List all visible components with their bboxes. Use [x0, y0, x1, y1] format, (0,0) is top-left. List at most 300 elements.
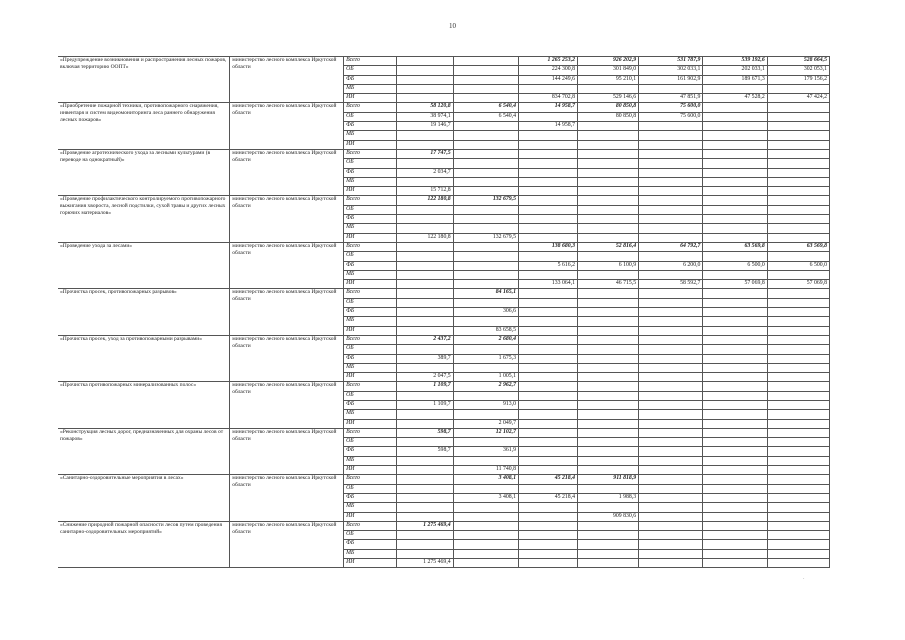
amount-cell: 6 200,0 [639, 261, 703, 270]
amount-cell [639, 159, 703, 168]
amount-cell [396, 298, 453, 307]
amount-cell [578, 373, 639, 382]
amount-cell [519, 503, 578, 512]
amount-cell [767, 484, 829, 493]
amount-cell: 80 850,8 [578, 103, 639, 112]
amount-cell [767, 382, 829, 391]
funding-source: МБ [344, 503, 397, 512]
amount-cell [767, 317, 829, 326]
amount-cell: 909 830,6 [578, 512, 639, 521]
amount-cell [453, 503, 518, 512]
amount-cell [639, 549, 703, 558]
amount-cell: 2 047,5 [396, 373, 453, 382]
amount-cell: 64 792,7 [639, 242, 703, 251]
amount-cell [767, 149, 829, 158]
amount-cell [578, 447, 639, 456]
amount-cell [639, 512, 703, 521]
responsible-executor: министерство лесного комплекса Иркутской области [230, 289, 344, 335]
amount-cell [578, 503, 639, 512]
amount-cell [578, 484, 639, 493]
amount-cell [578, 410, 639, 419]
amount-cell [767, 233, 829, 242]
amount-cell [519, 131, 578, 140]
amount-cell [396, 280, 453, 289]
event-description: «Прочистка просек, противопожарных разрывов» [58, 289, 230, 335]
amount-cell [703, 428, 767, 437]
amount-cell: 46 715,5 [578, 280, 639, 289]
funding-source: ИИ [344, 419, 397, 428]
amount-cell [578, 196, 639, 205]
amount-cell [519, 335, 578, 344]
amount-cell: 132 679,5 [453, 233, 518, 242]
amount-cell [396, 94, 453, 103]
amount-cell: 2 437,2 [396, 335, 453, 344]
funding-source: МБ [344, 224, 397, 233]
amount-cell: 389,7 [396, 354, 453, 363]
amount-cell: 911 818,9 [578, 475, 639, 484]
funding-source: ИИ [344, 280, 397, 289]
table-row [58, 149, 830, 158]
amount-cell [396, 159, 453, 168]
amount-cell [639, 438, 703, 447]
amount-cell: 6 540,4 [453, 103, 518, 112]
responsible-executor: министерство лесного комплекса Иркутской области [230, 242, 344, 288]
amount-cell: 2 962,7 [453, 382, 518, 391]
amount-cell: 52 816,4 [578, 242, 639, 251]
amount-cell [396, 57, 453, 66]
amount-cell [639, 317, 703, 326]
amount-cell [453, 57, 518, 66]
funding-source: Всего [344, 382, 397, 391]
amount-cell [703, 298, 767, 307]
amount-cell: 3 408,1 [453, 475, 518, 484]
amount-cell [639, 373, 703, 382]
funding-source: ИИ [344, 559, 397, 568]
amount-cell: 58 592,7 [639, 280, 703, 289]
funding-source: ИИ [344, 187, 397, 196]
amount-cell [767, 345, 829, 354]
responsible-executor: министерство лесного комплекса Иркутской области [230, 335, 344, 381]
amount-cell [703, 363, 767, 372]
amount-cell [578, 168, 639, 177]
amount-cell: 47 424,2 [767, 94, 829, 103]
footer-mark: . [803, 575, 805, 581]
amount-cell: 47 851,9 [639, 94, 703, 103]
responsible-executor: министерство лесного комплекса Иркутской области [230, 149, 344, 195]
funding-source: МБ [344, 549, 397, 558]
amount-cell [578, 122, 639, 131]
amount-cell [703, 391, 767, 400]
amount-cell [578, 540, 639, 549]
amount-cell [639, 447, 703, 456]
amount-cell [519, 373, 578, 382]
amount-cell: 302 053,1 [767, 66, 829, 75]
amount-cell [767, 224, 829, 233]
amount-cell [453, 261, 518, 270]
amount-cell [396, 363, 453, 372]
amount-cell [639, 298, 703, 307]
amount-cell [703, 400, 767, 409]
amount-cell [396, 84, 453, 93]
amount-cell [703, 354, 767, 363]
amount-cell [578, 363, 639, 372]
funding-source: Всего [344, 521, 397, 530]
amount-cell [519, 317, 578, 326]
amount-cell [519, 428, 578, 437]
amount-cell [453, 521, 518, 530]
funding-source: ИИ [344, 140, 397, 149]
amount-cell [639, 270, 703, 279]
amount-cell [703, 326, 767, 335]
amount-cell [767, 438, 829, 447]
amount-cell [519, 308, 578, 317]
amount-cell [639, 149, 703, 158]
amount-cell [453, 215, 518, 224]
event-description: «Проведение агротехнического ухода за лесными культурами (в переводе на однократный)» [58, 149, 230, 195]
table-row [58, 57, 830, 66]
amount-cell [703, 512, 767, 521]
amount-cell [396, 270, 453, 279]
amount-cell [453, 75, 518, 84]
amount-cell: 132 679,5 [453, 196, 518, 205]
amount-cell [639, 559, 703, 568]
amount-cell [453, 168, 518, 177]
amount-cell [767, 122, 829, 131]
amount-cell: 1 275 469,4 [396, 559, 453, 568]
amount-cell [767, 177, 829, 186]
amount-cell: 95 210,1 [578, 75, 639, 84]
amount-cell [639, 168, 703, 177]
amount-cell: 306,6 [453, 308, 518, 317]
funding-source: ОБ [344, 484, 397, 493]
amount-cell [639, 187, 703, 196]
amount-cell [639, 503, 703, 512]
amount-cell [767, 112, 829, 121]
amount-cell [578, 456, 639, 465]
amount-cell [453, 159, 518, 168]
funding-source: Всего [344, 335, 397, 344]
amount-cell: 138 680,3 [519, 242, 578, 251]
amount-cell [639, 122, 703, 131]
amount-cell [578, 521, 639, 530]
amount-cell [578, 149, 639, 158]
amount-cell [703, 410, 767, 419]
amount-cell: 528 664,5 [767, 57, 829, 66]
amount-cell [767, 196, 829, 205]
amount-cell: 14 958,7 [519, 122, 578, 131]
amount-cell: 361,9 [453, 447, 518, 456]
amount-cell [453, 317, 518, 326]
responsible-executor: министерство лесного комплекса Иркутской области [230, 382, 344, 428]
amount-cell [453, 224, 518, 233]
amount-cell [519, 252, 578, 261]
amount-cell [578, 559, 639, 568]
amount-cell [578, 308, 639, 317]
responsible-executor: министерство лесного комплекса Иркутской области [230, 196, 344, 242]
amount-cell [396, 131, 453, 140]
amount-cell [519, 159, 578, 168]
amount-cell: 179 156,2 [767, 75, 829, 84]
amount-cell [578, 354, 639, 363]
amount-cell [519, 205, 578, 214]
amount-cell [519, 196, 578, 205]
amount-cell [453, 149, 518, 158]
amount-cell [396, 215, 453, 224]
amount-cell [519, 298, 578, 307]
amount-cell [578, 140, 639, 149]
amount-cell [578, 419, 639, 428]
amount-cell [396, 345, 453, 354]
amount-cell [639, 456, 703, 465]
amount-cell [767, 205, 829, 214]
amount-cell [767, 428, 829, 437]
amount-cell [639, 466, 703, 475]
amount-cell [703, 270, 767, 279]
amount-cell [767, 187, 829, 196]
funding-source: ОБ [344, 438, 397, 447]
amount-cell: 63 569,8 [767, 242, 829, 251]
amount-cell [639, 400, 703, 409]
amount-cell [703, 159, 767, 168]
amount-cell [639, 196, 703, 205]
amount-cell [639, 363, 703, 372]
amount-cell [453, 270, 518, 279]
amount-cell [519, 559, 578, 568]
amount-cell [396, 242, 453, 251]
amount-cell [767, 270, 829, 279]
amount-cell [519, 326, 578, 335]
amount-cell [519, 363, 578, 372]
amount-cell [453, 94, 518, 103]
amount-cell [767, 559, 829, 568]
funding-source: ФБ [344, 447, 397, 456]
funding-source: ИИ [344, 466, 397, 475]
funding-source: Всего [344, 196, 397, 205]
amount-cell [767, 400, 829, 409]
funding-source: ИИ [344, 512, 397, 521]
amount-cell [767, 289, 829, 298]
amount-cell [767, 410, 829, 419]
amount-cell [519, 521, 578, 530]
amount-cell: 202 033,1 [703, 66, 767, 75]
amount-cell [703, 84, 767, 93]
amount-cell [767, 252, 829, 261]
amount-cell [519, 149, 578, 158]
amount-cell [578, 298, 639, 307]
amount-cell [767, 540, 829, 549]
amount-cell [767, 354, 829, 363]
amount-cell [767, 512, 829, 521]
amount-cell: 12 102,7 [453, 428, 518, 437]
amount-cell: 133 064,1 [519, 280, 578, 289]
amount-cell [767, 475, 829, 484]
funding-source: ФБ [344, 215, 397, 224]
amount-cell: 1 109,7 [396, 382, 453, 391]
funding-source: Всего [344, 149, 397, 158]
amount-cell [703, 373, 767, 382]
amount-cell [578, 428, 639, 437]
amount-cell [519, 531, 578, 540]
amount-cell: 6 500,0 [703, 261, 767, 270]
amount-cell [639, 233, 703, 242]
event-description: «Прочистка противопожарных минерализованных полос» [58, 382, 230, 428]
amount-cell [396, 261, 453, 270]
funding-source: ФБ [344, 540, 397, 549]
amount-cell: 2 680,4 [453, 335, 518, 344]
amount-cell [639, 140, 703, 149]
amount-cell: 47 528,2 [703, 94, 767, 103]
amount-cell [639, 493, 703, 502]
amount-cell: 1 265 253,2 [519, 57, 578, 66]
funding-source: ФБ [344, 354, 397, 363]
table-row [58, 335, 830, 344]
amount-cell: 84 165,1 [453, 289, 518, 298]
amount-cell [639, 308, 703, 317]
funding-source: ОБ [344, 391, 397, 400]
event-description: «Проведение профилактического контролируемого противопожарного выжигания хвороста, лесной подстилки, сухой травы и других лесных горючих материалов» [58, 196, 230, 242]
table-row [58, 289, 830, 298]
amount-cell: 83 658,5 [453, 326, 518, 335]
amount-cell [703, 149, 767, 158]
amount-cell [578, 270, 639, 279]
amount-cell: 38 974,1 [396, 112, 453, 121]
amount-cell: 2 034,7 [396, 168, 453, 177]
amount-cell [578, 326, 639, 335]
amount-cell [453, 140, 518, 149]
amount-cell [639, 521, 703, 530]
amount-cell [767, 215, 829, 224]
responsible-executor: министерство лесного комплекса Иркутской области [230, 103, 344, 149]
amount-cell [453, 456, 518, 465]
amount-cell: 926 202,9 [578, 57, 639, 66]
amount-cell [703, 103, 767, 112]
funding-source: МБ [344, 270, 397, 279]
budget-table [58, 56, 830, 568]
funding-source: Всего [344, 475, 397, 484]
amount-cell: 6 500,0 [767, 261, 829, 270]
responsible-executor: министерство лесного комплекса Иркутской области [230, 475, 344, 521]
amount-cell [767, 549, 829, 558]
amount-cell [453, 549, 518, 558]
funding-source: МБ [344, 456, 397, 465]
funding-source: ОБ [344, 205, 397, 214]
amount-cell [767, 456, 829, 465]
amount-cell [453, 531, 518, 540]
amount-cell: 11 740,8 [453, 466, 518, 475]
amount-cell: 45 218,4 [519, 475, 578, 484]
funding-source: Всего [344, 57, 397, 66]
amount-cell [639, 382, 703, 391]
event-description: «Санитарно-оздоровительные мероприятия в лесах» [58, 475, 230, 521]
amount-cell [396, 484, 453, 493]
amount-cell [453, 298, 518, 307]
amount-cell [703, 335, 767, 344]
amount-cell [453, 559, 518, 568]
amount-cell [519, 382, 578, 391]
amount-cell: 1 005,1 [453, 373, 518, 382]
amount-cell [519, 187, 578, 196]
funding-source: МБ [344, 317, 397, 326]
funding-source: МБ [344, 177, 397, 186]
amount-cell [453, 122, 518, 131]
funding-source: ИИ [344, 326, 397, 335]
funding-source: МБ [344, 410, 397, 419]
amount-cell: 529 146,6 [578, 94, 639, 103]
amount-cell: 57 069,8 [703, 280, 767, 289]
amount-cell: 1 109,7 [396, 400, 453, 409]
amount-cell [639, 131, 703, 140]
amount-cell [578, 215, 639, 224]
table-body [58, 57, 830, 568]
amount-cell [578, 382, 639, 391]
amount-cell [703, 196, 767, 205]
amount-cell [703, 215, 767, 224]
amount-cell [396, 549, 453, 558]
amount-cell: 80 850,8 [578, 112, 639, 121]
amount-cell [767, 391, 829, 400]
amount-cell [519, 466, 578, 475]
amount-cell: 189 671,3 [703, 75, 767, 84]
amount-cell [703, 168, 767, 177]
funding-source: ИИ [344, 94, 397, 103]
amount-cell [453, 363, 518, 372]
amount-cell: 19 146,7 [396, 122, 453, 131]
amount-cell [519, 215, 578, 224]
amount-cell [519, 289, 578, 298]
amount-cell [639, 354, 703, 363]
amount-cell [639, 326, 703, 335]
funding-source: ОБ [344, 531, 397, 540]
funding-source: ОБ [344, 66, 397, 75]
amount-cell [578, 335, 639, 344]
amount-cell [396, 540, 453, 549]
funding-source: ФБ [344, 308, 397, 317]
funding-source: МБ [344, 363, 397, 372]
funding-source: ОБ [344, 112, 397, 121]
amount-cell [767, 466, 829, 475]
amount-cell [519, 224, 578, 233]
amount-cell [703, 419, 767, 428]
amount-cell [703, 503, 767, 512]
amount-cell [639, 428, 703, 437]
amount-cell [519, 447, 578, 456]
amount-cell [639, 84, 703, 93]
amount-cell [519, 270, 578, 279]
amount-cell [396, 503, 453, 512]
amount-cell [396, 391, 453, 400]
amount-cell [767, 298, 829, 307]
amount-cell [767, 159, 829, 168]
amount-cell [453, 205, 518, 214]
funding-source: Всего [344, 289, 397, 298]
amount-cell [519, 168, 578, 177]
amount-cell [703, 475, 767, 484]
amount-cell: 17 747,5 [396, 149, 453, 158]
event-description: «Реконструкция лесных дорог, предназначенных для охраны лесов от пожаров» [58, 428, 230, 474]
event-description: «Приобретение пожарной техники, противопожарного снаряжения, инвентаря и систем видеомониторинга леса раннего обнаружения лесных пожаров» [58, 103, 230, 149]
funding-source: ОБ [344, 298, 397, 307]
amount-cell [453, 131, 518, 140]
responsible-executor: министерство лесного комплекса Иркутской области [230, 521, 344, 567]
amount-cell [767, 503, 829, 512]
amount-cell [639, 391, 703, 400]
amount-cell: 122 180,8 [396, 196, 453, 205]
amount-cell [767, 493, 829, 502]
amount-cell [703, 131, 767, 140]
amount-cell [453, 438, 518, 447]
amount-cell: 1 675,3 [453, 354, 518, 363]
amount-cell [767, 531, 829, 540]
